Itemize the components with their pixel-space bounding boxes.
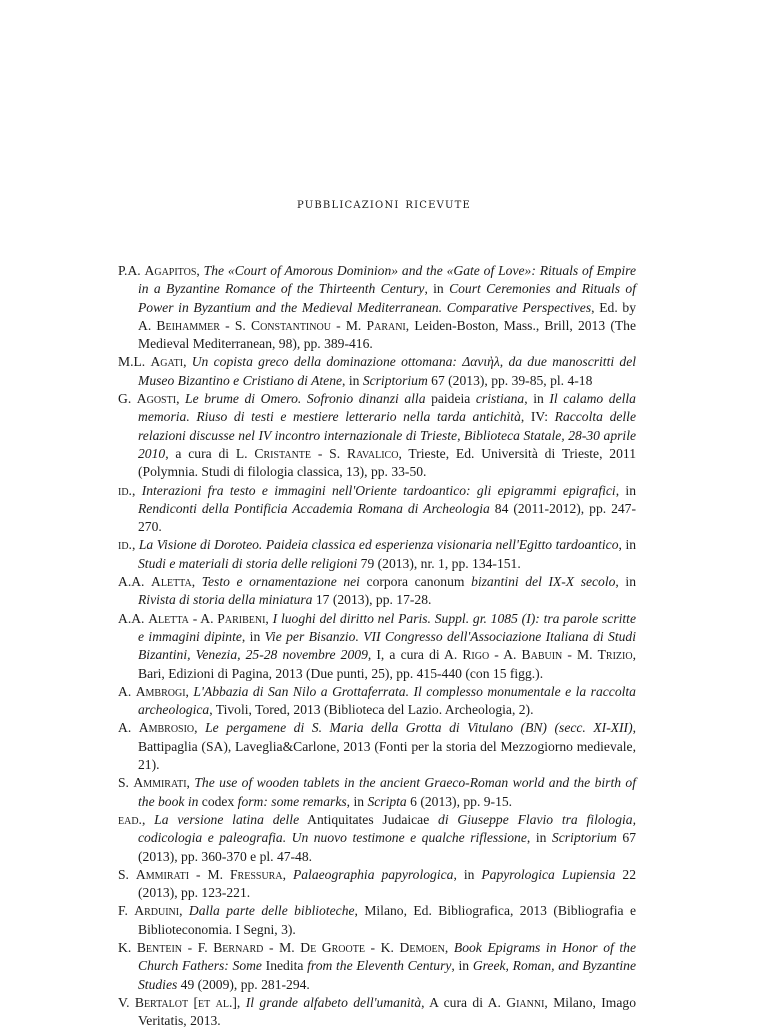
bibliography-entry: S. Ammirati, The use of wooden tablets in the ancient Graeco-Roman world and the birth of the book in codex form: some remarks, in Scripta 6 (2013), pp. 9-15.	[118, 775, 637, 809]
bibliography-entry: M.L. Agati, Un copista greco della dominazione ottomana: Δανιὴλ, da due manoscritti del Museo Bizantino e Cristiano di Atene, in Scriptorium 67 (2013), pp. 39-85, pl. 4-18	[118, 354, 637, 388]
bibliography-entry: G. Agosti, Le brume di Omero. Sofronio dinanzi alla paideia cristiana, in Il calamo della memoria. Riuso di testi e mestiere letterario nella tarda antichità, IV: Raccolta delle relazioni discusse nel IV incontro internazionale di Trieste, Biblioteca Statale, 28-30 aprile 2010, a cura di L. Cristante - S. Ravalico, Trieste, Ed. Università di Trieste, 2011 (Polymnia. Studi di filologia classica, 13), pp. 33-50.	[118, 391, 636, 480]
bibliography-list	[118, 262, 636, 1030]
page-title: pubblicazioni ricevute	[297, 196, 471, 212]
bibliography-entry: id., Interazioni fra testo e immagini nell'Oriente tardoantico: gli epigrammi epigrafici, in Rendiconti della Pontificia Accademia Romana di Archeologia 84 (2011-2012), pp. 247-270.	[118, 482, 637, 535]
bibliography-entry: F. Arduini, Dalla parte delle biblioteche, Milano, Ed. Bibliografica, 2013 (Bibliografia e Biblioteconomia. I Segni, 3).	[118, 903, 636, 937]
bibliography-entry: A.A. Aletta - A. Paribeni, I luoghi del diritto nel Paris. Suppl. gr. 1085 (I): tra parole scritte e immagini dipinte, in Vie per Bisanzio. VII Congresso dell'Associazione Italiana di Studi Bizantini, Venezia, 25-28 novembre 2009, I, a cura di A. Rigo - A. Babuin - M. Trizio, Bari, Edizioni di Pagina, 2013 (Due punti, 25), pp. 415-440 (con 15 figg.).	[118, 610, 636, 681]
bibliography-entry: V. Bertalot [et al.], Il grande alfabeto dell'umanità, A cura di A. Gianni, Milano, Imago Veritatis, 2013.	[118, 994, 637, 1029]
bibliography-entry: K. Bentein - F. Bernard - M. De Groote - K. Demoen, Book Epigrams in Honor of the Church Fathers: Some Inedita from the Eleventh Century, in Greek, Roman, and Byzantine Studies 49 (2009), pp. 281-294.	[118, 939, 636, 992]
bibliography-entry: S. Ammirati - M. Fressura, Palaeographia papyrologica, in Papyrologica Lupiensia 22 (2013), pp. 123-221.	[118, 866, 637, 901]
bibliography-entry: A. Ambrogi, L'Abbazia di San Nilo a Grottaferrata. Il complesso monumentale e la raccolta archeologica, Tivoli, Tored, 2013 (Biblioteca del Lazio. Archeologia, 2).	[118, 683, 636, 718]
bibliography-entry: ead., La versione latina delle Antiquitates Judaicae di Giuseppe Flavio tra filologia, codicologia e paleografia. Un nuovo testimone e qualche riflessione, in Scriptorium 67 (2013), pp. 360-370 e pl. 47-48.	[118, 811, 636, 864]
bibliography-entry: id., La Visione di Doroteo. Paideia classica ed esperienza visionaria nell'Egitto tardoantico, in Studi e materiali di storia delle religioni 79 (2013), nr. 1, pp. 134-151.	[118, 537, 637, 571]
bibliography-entry: A.A. Aletta, Testo e ornamentazione nei corpora canonum bizantini del IX-X secolo, in Rivista di storia della miniatura 17 (2013), pp. 17-28.	[118, 574, 636, 608]
bibliography-entry: A. Ambrosio, Le pergamene di S. Maria della Grotta di Vitulano (BN) (secc. XI-XII), Battipaglia (SA), Laveglia&Carlone, 2013 (Fonti per la storia del Mezzogiorno medievale, 21).	[118, 720, 637, 773]
bibliography-entry: P.A. Agapitos, The «Court of Amorous Dominion» and the «Gate of Love»: Rituals of Empire in a Byzantine Romance of the Thirteenth Century, in Court Ceremonies and Rituals of Power in Byzantium and the Medieval Mediterranean. Comparative Perspectives, Ed. by A. Beihammer - S. Constantinou - M. Parani, Leiden-Boston, Mass., Brill, 2013 (The Medieval Mediterranean, 98), pp. 389-416.	[118, 263, 637, 352]
